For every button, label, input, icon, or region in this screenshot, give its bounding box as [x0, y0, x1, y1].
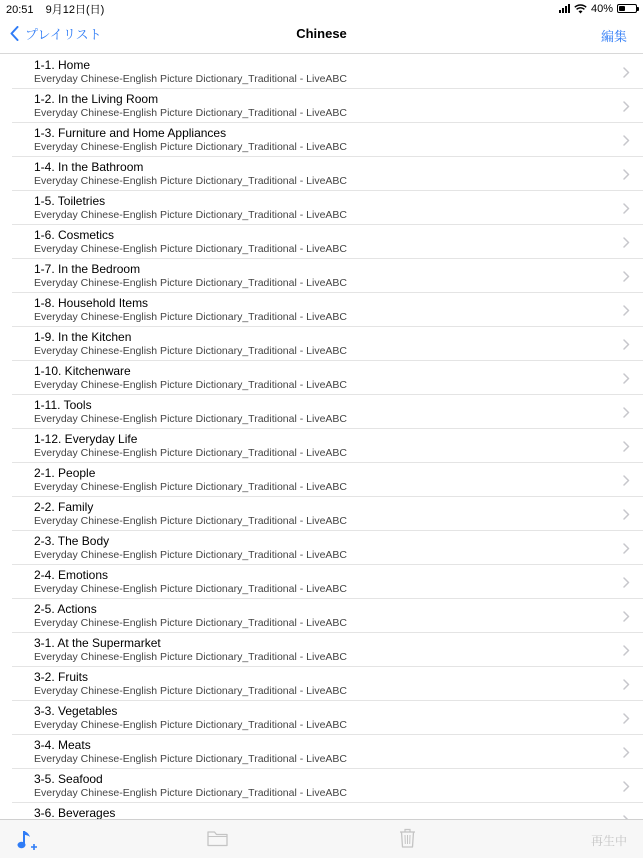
chevron-right-icon — [623, 475, 630, 486]
track-subtitle: Everyday Chinese-English Picture Dictionary_Traditional - LiveABC — [34, 243, 347, 255]
track-subtitle: Everyday Chinese-English Picture Dictionary_Traditional - LiveABC — [34, 685, 347, 697]
track-title: 3-3. Vegetables — [34, 704, 118, 718]
track-subtitle: Everyday Chinese-English Picture Dictionary_Traditional - LiveABC — [34, 209, 347, 221]
track-row[interactable] — [12, 565, 643, 599]
track-title: 2-3. The Body — [34, 534, 110, 548]
chevron-right-icon — [623, 67, 630, 78]
track-title: 2-1. People — [34, 466, 96, 480]
track-row[interactable] — [12, 89, 643, 123]
track-title: 3-4. Meats — [34, 738, 91, 752]
track-subtitle: Everyday Chinese-English Picture Dictionary_Traditional - LiveABC — [34, 481, 347, 493]
edit-button[interactable]: 編集 — [600, 29, 627, 44]
chevron-right-icon — [623, 645, 630, 656]
battery-icon — [617, 4, 637, 13]
chevron-right-icon — [623, 135, 630, 146]
chevron-right-icon — [623, 713, 630, 724]
chevron-right-icon — [623, 305, 630, 316]
track-row[interactable] — [12, 701, 643, 735]
status-date: 9月12日(日) — [45, 3, 105, 16]
track-row[interactable] — [12, 55, 643, 89]
track-row[interactable] — [12, 395, 643, 429]
cellular-signal-icon — [559, 4, 570, 13]
track-subtitle: Everyday Chinese-English Picture Dictionary_Traditional - LiveABC — [34, 311, 347, 323]
track-title: 3-6. Beverages — [34, 806, 116, 819]
wifi-icon — [574, 4, 587, 14]
track-title: 1-7. In the Bedroom — [34, 262, 141, 276]
battery-level-fill — [619, 6, 625, 11]
track-subtitle: Everyday Chinese-English Picture Dictionary_Traditional - LiveABC — [34, 617, 347, 629]
page-title: Chinese — [296, 26, 347, 41]
track-row[interactable] — [12, 429, 643, 463]
track-row[interactable] — [12, 123, 643, 157]
chevron-right-icon — [623, 509, 630, 520]
track-row[interactable] — [12, 599, 643, 633]
track-subtitle: Everyday Chinese-English Picture Dictionary_Traditional - LiveABC — [34, 175, 347, 187]
track-title: 3-2. Fruits — [34, 670, 89, 684]
chevron-right-icon — [623, 577, 630, 588]
track-title: 1-2. In the Living Room — [34, 92, 159, 106]
chevron-right-icon — [623, 407, 630, 418]
track-title: 1-11. Tools — [34, 398, 92, 412]
track-subtitle: Everyday Chinese-English Picture Dictionary_Traditional - LiveABC — [34, 277, 347, 289]
track-row[interactable] — [12, 463, 643, 497]
track-subtitle: Everyday Chinese-English Picture Dictionary_Traditional - LiveABC — [34, 787, 347, 799]
chevron-right-icon — [623, 271, 630, 282]
track-subtitle: Everyday Chinese-English Picture Dictionary_Traditional - LiveABC — [34, 753, 347, 765]
chevron-right-icon — [623, 169, 630, 180]
track-subtitle: Everyday Chinese-English Picture Dictionary_Traditional - LiveABC — [34, 651, 347, 663]
track-title: 1-3. Furniture and Home Appliances — [34, 126, 227, 140]
track-row[interactable] — [12, 497, 643, 531]
track-row[interactable] — [12, 633, 643, 667]
track-row[interactable] — [12, 293, 643, 327]
track-title: 3-5. Seafood — [34, 772, 103, 786]
track-row[interactable] — [12, 667, 643, 701]
chevron-right-icon — [623, 781, 630, 792]
track-subtitle: Everyday Chinese-English Picture Dictionary_Traditional - LiveABC — [34, 107, 347, 119]
chevron-right-icon — [623, 747, 630, 758]
track-subtitle: Everyday Chinese-English Picture Dictionary_Traditional - LiveABC — [34, 141, 347, 153]
track-title: 1-9. In the Kitchen — [34, 330, 132, 344]
status-time: 20:51 — [6, 3, 34, 16]
now-playing-button[interactable]: 再生中 — [590, 834, 627, 848]
status-bar — [0, 0, 643, 17]
track-title: 1-5. Toiletries — [34, 194, 106, 208]
folder-icon[interactable] — [207, 830, 228, 852]
track-subtitle: Everyday Chinese-English Picture Dictionary_Traditional - LiveABC — [34, 583, 347, 595]
track-row[interactable] — [12, 531, 643, 565]
track-title: 1-10. Kitchenware — [34, 364, 131, 378]
track-row[interactable] — [12, 803, 643, 819]
track-title: 2-4. Emotions — [34, 568, 109, 582]
chevron-right-icon — [623, 203, 630, 214]
chevron-right-icon — [623, 237, 630, 248]
track-title: 3-1. At the Supermarket — [34, 636, 161, 650]
track-subtitle: Everyday Chinese-English Picture Dictionary_Traditional - LiveABC — [34, 379, 347, 391]
chevron-right-icon — [623, 543, 630, 554]
status-right — [559, 3, 637, 15]
battery-percent: 40% — [590, 2, 613, 15]
track-title: 1-8. Household Items — [34, 296, 149, 310]
track-title: 1-4. In the Bathroom — [34, 160, 144, 174]
track-row[interactable] — [12, 259, 643, 293]
chevron-right-icon — [623, 101, 630, 112]
track-title: 1-6. Cosmetics — [34, 228, 115, 242]
chevron-right-icon — [623, 373, 630, 384]
status-left — [6, 1, 113, 17]
chevron-right-icon — [623, 441, 630, 452]
track-row[interactable] — [12, 327, 643, 361]
track-title: 1-12. Everyday Life — [34, 432, 138, 446]
track-subtitle: Everyday Chinese-English Picture Dictionary_Traditional - LiveABC — [34, 73, 347, 85]
track-subtitle: Everyday Chinese-English Picture Dictionary_Traditional - LiveABC — [34, 447, 347, 459]
track-title: 1-1. Home — [34, 58, 91, 72]
track-row[interactable] — [12, 735, 643, 769]
track-list — [0, 55, 643, 819]
track-title: 2-5. Actions — [34, 602, 97, 616]
music-add-icon[interactable] — [16, 828, 38, 857]
navigation-bar — [0, 17, 643, 54]
bottom-toolbar — [0, 819, 643, 858]
trash-icon[interactable] — [399, 828, 416, 853]
track-row[interactable] — [12, 157, 643, 191]
chevron-right-icon — [623, 339, 630, 350]
track-subtitle: Everyday Chinese-English Picture Dictionary_Traditional - LiveABC — [34, 345, 347, 357]
back-button-label: プレイリスト — [25, 27, 102, 42]
track-subtitle: Everyday Chinese-English Picture Dictionary_Traditional - LiveABC — [34, 515, 347, 527]
track-row[interactable] — [12, 769, 643, 803]
chevron-right-icon — [623, 679, 630, 690]
track-title: 2-2. Family — [34, 500, 94, 514]
track-row[interactable] — [12, 361, 643, 395]
track-subtitle: Everyday Chinese-English Picture Dictionary_Traditional - LiveABC — [34, 549, 347, 561]
track-row[interactable] — [12, 225, 643, 259]
chevron-right-icon — [623, 611, 630, 622]
track-subtitle: Everyday Chinese-English Picture Dictionary_Traditional - LiveABC — [34, 413, 347, 425]
track-row[interactable] — [12, 191, 643, 225]
track-subtitle: Everyday Chinese-English Picture Dictionary_Traditional - LiveABC — [34, 719, 347, 731]
